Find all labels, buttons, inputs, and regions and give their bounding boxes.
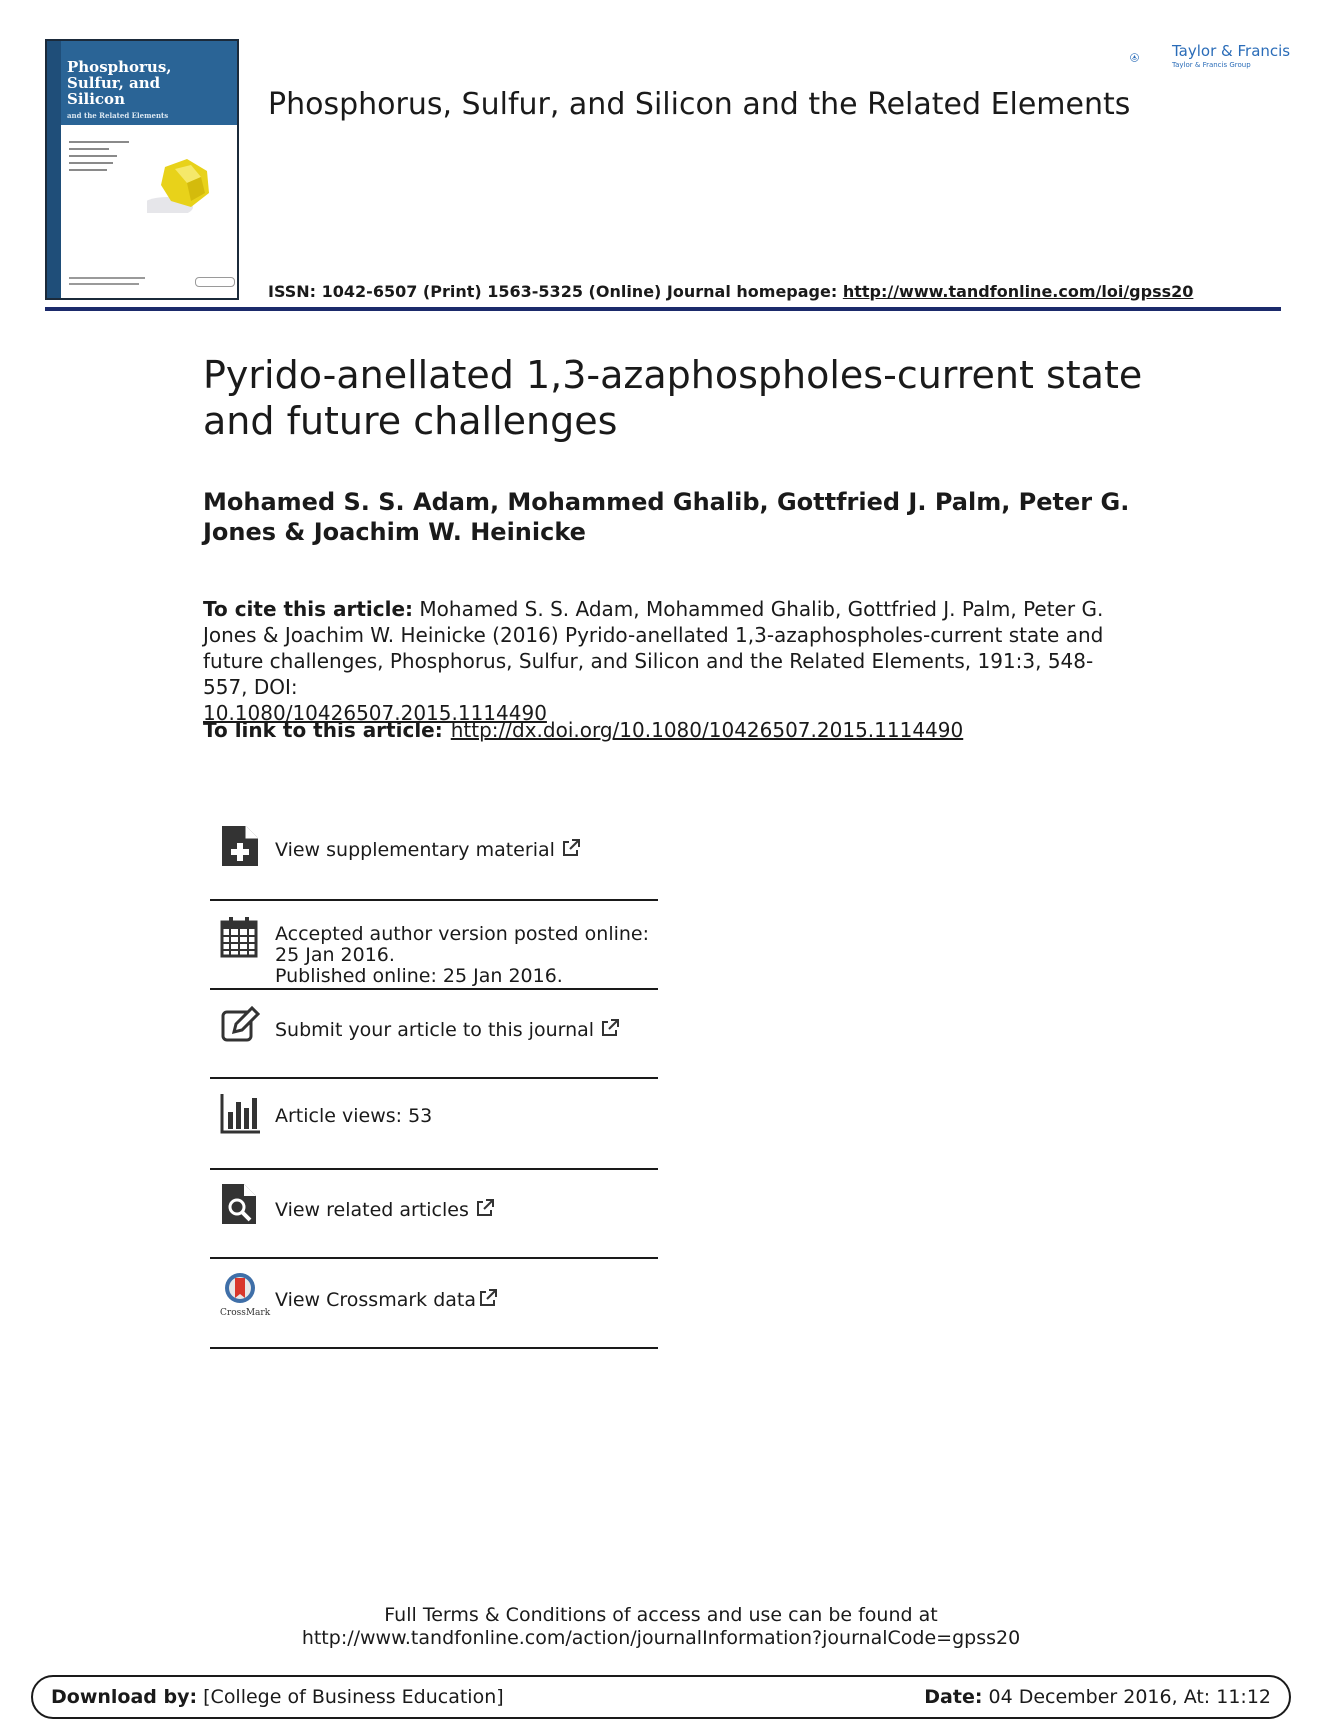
header-divider xyxy=(45,307,1281,311)
cite-text: Mohamed S. S. Adam, Mohammed Ghalib, Gottfried J. Palm, Peter G. Jones & Joachim W. Heinicke (2016) Pyrido-anellated 1,3-azaphospholes-current state and future challenges, Phosphorus, Sulfur, and Silicon and the Related Elements, 191:3, 548-557, DOI: xyxy=(203,597,1104,699)
document-search-icon xyxy=(220,1182,260,1226)
edit-icon xyxy=(220,1002,260,1046)
related-label[interactable]: View related articles xyxy=(275,1199,469,1221)
row-divider xyxy=(210,1257,658,1259)
terms-block xyxy=(0,1604,1322,1650)
supplementary-row[interactable] xyxy=(210,822,658,894)
dates-row xyxy=(210,912,658,988)
submit-label[interactable]: Submit your article to this journal xyxy=(275,1019,595,1041)
terms-line: Full Terms & Conditions of access and use can be found at xyxy=(384,1604,938,1626)
supplementary-label[interactable]: View supplementary material xyxy=(275,839,555,861)
bar-chart-icon xyxy=(220,1092,260,1136)
download-by xyxy=(51,1686,504,1708)
terms-url[interactable]: http://www.tandfonline.com/action/journalInformation?journalCode=gpss20 xyxy=(301,1627,1021,1649)
external-link-icon xyxy=(600,1018,620,1038)
file-plus-icon xyxy=(220,824,260,868)
cover-subtitle: and the Related Elements xyxy=(67,111,169,120)
related-text[interactable] xyxy=(275,1198,655,1221)
download-value: [College of Business Education] xyxy=(197,1686,504,1708)
article-authors: Mohamed S. S. Adam, Mohammed Ghalib, Gottfried J. Palm, Peter G. Jones & Joachim W. Heinicke xyxy=(203,488,1130,546)
date-label: Date: xyxy=(924,1686,983,1708)
doi-link[interactable]: 10.1080/10426507.2015.1114490 xyxy=(203,701,547,725)
row-divider xyxy=(210,1347,658,1349)
download-label: Download by: xyxy=(51,1686,198,1708)
row-divider xyxy=(210,899,658,901)
row-divider xyxy=(210,1168,658,1170)
views-row xyxy=(210,1086,658,1166)
citation-block xyxy=(203,596,1133,726)
row-divider xyxy=(210,1077,658,1079)
download-date xyxy=(924,1686,1271,1708)
cover-title-line: Silicon xyxy=(67,90,125,108)
cite-label: To cite this article: xyxy=(203,597,414,621)
related-row[interactable] xyxy=(210,1176,658,1256)
crossmark-label[interactable]: View Crossmark data xyxy=(275,1289,477,1311)
dates-text xyxy=(275,924,655,987)
accepted-date: Accepted author version posted online: 25 Jan 2016. xyxy=(275,923,650,966)
sulfur-crystal-image xyxy=(147,157,213,213)
row-divider xyxy=(210,988,658,990)
crossmark-text[interactable] xyxy=(275,1288,655,1311)
issn-text: ISSN: 1042-6507 (Print) 1563-5325 (Online) Journal homepage: xyxy=(268,282,843,301)
submit-text[interactable] xyxy=(275,1018,655,1041)
publisher-group: Taylor & Francis Group xyxy=(1172,61,1251,69)
journal-cover xyxy=(45,39,239,300)
cover-title-line: Phosphorus, xyxy=(67,58,172,76)
download-bar xyxy=(31,1675,1291,1719)
cover-text-lines xyxy=(69,141,139,176)
published-date: Published online: 25 Jan 2016. xyxy=(275,965,563,987)
journal-homepage-link[interactable]: http://www.tandfonline.com/loi/gpss20 xyxy=(842,282,1194,301)
cover-publisher-logo xyxy=(195,277,235,287)
submit-row[interactable] xyxy=(210,996,658,1076)
cover-title xyxy=(67,59,172,107)
crossmark-row[interactable] xyxy=(210,1266,658,1346)
cover-title-line: Sulfur, and xyxy=(67,74,161,92)
issn-line xyxy=(268,282,1193,301)
cover-spine xyxy=(47,41,61,298)
calendar-icon xyxy=(220,916,260,960)
article-link-line xyxy=(203,717,963,743)
supplementary-text[interactable] xyxy=(275,838,655,861)
article-title: Pyrido-anellated 1,3-azaphospholes-current state and future challenges xyxy=(203,353,1143,443)
external-link-icon xyxy=(561,838,581,858)
date-value: 04 December 2016, At: 11:12 xyxy=(982,1686,1271,1708)
publisher-name[interactable]: Taylor & Francis xyxy=(1172,42,1291,60)
cover-footer-lines xyxy=(69,277,149,289)
external-link-icon xyxy=(478,1288,498,1308)
article-doi-url-link[interactable]: http://dx.doi.org/10.1080/10426507.2015.1114490 xyxy=(450,718,964,742)
crossmark-caption: CrossMark xyxy=(220,1308,271,1318)
journal-title: Phosphorus, Sulfur, and Silicon and the Related Elements xyxy=(268,87,1131,122)
taylor-francis-logo-icon[interactable] xyxy=(1130,38,1170,78)
external-link-icon xyxy=(475,1198,495,1218)
views-text: Article views: 53 xyxy=(275,1105,433,1127)
link-label: To link to this article: xyxy=(203,718,443,742)
